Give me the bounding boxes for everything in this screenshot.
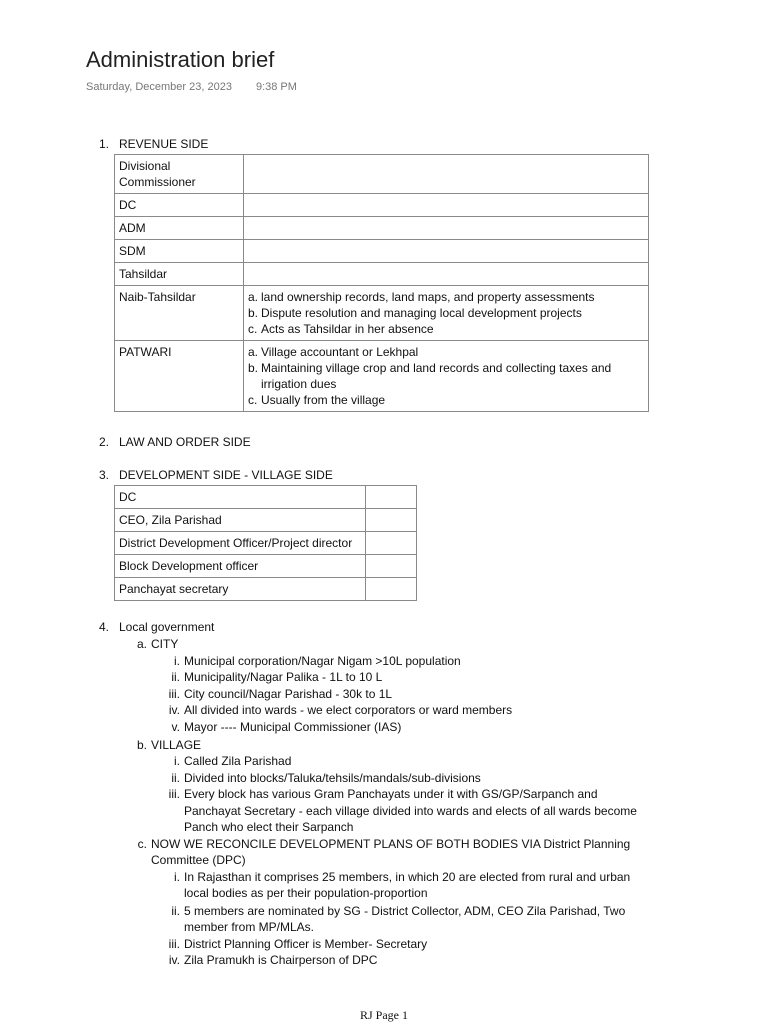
role-cell: SDM bbox=[115, 240, 244, 263]
page-meta bbox=[86, 81, 297, 93]
table-row bbox=[115, 532, 417, 555]
table-row bbox=[115, 341, 649, 412]
note-text: Maintaining village crop and land records and collecting taxes and irrigation dues bbox=[261, 361, 612, 391]
list-item bbox=[168, 702, 513, 719]
list-item-continuation: member from MP/MLAs. bbox=[184, 920, 315, 934]
list-item-continuation: local bodies as per their population-proportion bbox=[184, 886, 428, 900]
list-marker: a. bbox=[248, 345, 259, 359]
table-row bbox=[115, 217, 649, 240]
role-cell: DC bbox=[115, 194, 244, 217]
section-label: LAW AND ORDER SIDE bbox=[119, 435, 251, 449]
list-marker: i. bbox=[174, 654, 180, 668]
role-cell: ADM bbox=[115, 217, 244, 240]
section-heading-development bbox=[99, 468, 333, 482]
list-text: District Planning Officer is Member- Secretary bbox=[184, 937, 428, 951]
list-item bbox=[171, 770, 481, 787]
list-item bbox=[171, 903, 626, 920]
list-item bbox=[136, 636, 179, 653]
notes-cell bbox=[244, 286, 649, 341]
notes-cell bbox=[244, 217, 649, 240]
list-item-continuation: Panch who elect their Sarpanch bbox=[184, 820, 354, 834]
role-cell: Block Development officer bbox=[115, 555, 366, 578]
list-text: Called Zila Parishad bbox=[184, 754, 292, 768]
role-cell: Naib-Tahsildar bbox=[115, 286, 244, 341]
list-text: In Rajasthan it comprises 25 members, in which 20 are elected from rural and urban bbox=[184, 870, 631, 884]
list-item bbox=[248, 321, 644, 337]
role-cell: District Development Officer/Project director bbox=[115, 532, 366, 555]
section-heading-revenue bbox=[99, 137, 208, 151]
list-marker: iv. bbox=[168, 703, 180, 717]
list-item bbox=[168, 786, 598, 803]
list-marker: a. bbox=[136, 637, 147, 651]
note-text: Usually from the village bbox=[261, 393, 386, 407]
page-date: Saturday, December 23, 2023 bbox=[86, 81, 232, 93]
table-row bbox=[115, 240, 649, 263]
list-item bbox=[168, 936, 428, 953]
page-time: 9:38 PM bbox=[255, 81, 297, 93]
list-marker: b. bbox=[248, 361, 259, 375]
note-text: Village accountant or Lekhpal bbox=[261, 345, 419, 359]
page-title: Administration brief bbox=[86, 47, 275, 72]
list-text: Every block has various Gram Panchayats under it with GS/GP/Sarpanch and bbox=[184, 787, 598, 801]
list-item bbox=[248, 344, 644, 360]
table-row bbox=[115, 578, 417, 601]
list-text: 5 members are nominated by SG - District Collector, ADM, CEO Zila Parishad, Two bbox=[184, 904, 626, 918]
table-row bbox=[115, 194, 649, 217]
list-label: CITY bbox=[151, 637, 179, 651]
list-text: All divided into wards - we elect corporators or ward members bbox=[184, 703, 513, 717]
role-cell: Tahsildar bbox=[115, 263, 244, 286]
notes-list bbox=[248, 344, 644, 408]
table-row bbox=[115, 286, 649, 341]
list-item bbox=[248, 305, 644, 321]
empty-cell bbox=[366, 578, 417, 601]
list-item bbox=[248, 289, 644, 305]
list-marker: ii. bbox=[171, 771, 180, 785]
notes-cell bbox=[244, 240, 649, 263]
list-item bbox=[174, 753, 292, 770]
role-cell: CEO, Zila Parishad bbox=[115, 509, 366, 532]
table-row bbox=[115, 155, 649, 194]
list-label: NOW WE RECONCILE DEVELOPMENT PLANS OF BOTH BODIES VIA District Planning bbox=[151, 837, 631, 851]
role-cell: Panchayat secretary bbox=[115, 578, 366, 601]
list-text: Municipal corporation/Nagar Nigam >10L population bbox=[184, 654, 461, 668]
table-row bbox=[115, 486, 417, 509]
list-marker: c. bbox=[248, 393, 258, 407]
table-row bbox=[115, 555, 417, 578]
note-text: land ownership records, land maps, and property assessments bbox=[261, 290, 595, 304]
list-marker: i. bbox=[174, 754, 180, 768]
list-item bbox=[137, 836, 631, 853]
note-text: Acts as Tahsildar in her absence bbox=[261, 322, 434, 336]
empty-cell bbox=[366, 486, 417, 509]
list-marker: ii. bbox=[171, 670, 180, 684]
development-table bbox=[114, 485, 417, 601]
list-marker: b. bbox=[248, 306, 259, 320]
role-cell: DC bbox=[115, 486, 366, 509]
note-text: Dispute resolution and managing local development projects bbox=[261, 306, 582, 320]
notes-cell bbox=[244, 194, 649, 217]
notes-list bbox=[248, 289, 644, 337]
table-row bbox=[115, 509, 417, 532]
list-item bbox=[168, 952, 378, 969]
list-text: Municipality/Nagar Palika - 1L to 10 L bbox=[184, 670, 383, 684]
section-number: 2. bbox=[99, 435, 110, 449]
section-heading-local-government bbox=[99, 620, 214, 634]
list-text: City council/Nagar Parishad - 30k to 1L bbox=[184, 687, 393, 701]
list-item bbox=[174, 869, 631, 886]
section-label: REVENUE SIDE bbox=[119, 137, 209, 151]
section-label: Local government bbox=[119, 620, 215, 634]
list-marker: c. bbox=[137, 837, 147, 851]
empty-cell bbox=[366, 555, 417, 578]
list-marker: a. bbox=[248, 290, 259, 304]
list-text: Divided into blocks/Taluka/tehsils/mandals/sub-divisions bbox=[184, 771, 481, 785]
list-item bbox=[168, 686, 393, 703]
list-marker: ii. bbox=[171, 904, 180, 918]
section-label: DEVELOPMENT SIDE - VILLAGE SIDE bbox=[119, 468, 333, 482]
list-item bbox=[248, 392, 644, 408]
section-number: 1. bbox=[99, 137, 110, 151]
page-footer: RJ Page 1 bbox=[360, 1008, 408, 1022]
list-marker: v. bbox=[171, 720, 180, 734]
list-item-continuation: Panchayat Secretary - each village divided into wards and elects of all wards become bbox=[184, 804, 637, 818]
list-text: Zila Pramukh is Chairperson of DPC bbox=[184, 953, 378, 967]
empty-cell bbox=[366, 509, 417, 532]
list-marker: i. bbox=[174, 870, 180, 884]
empty-cell bbox=[366, 532, 417, 555]
notes-cell bbox=[244, 341, 649, 412]
role-cell: PATWARI bbox=[115, 341, 244, 412]
role-cell: Divisional Commissioner bbox=[115, 155, 244, 194]
list-marker: b. bbox=[136, 738, 147, 752]
list-marker: iii. bbox=[168, 787, 180, 801]
list-item bbox=[171, 719, 402, 736]
section-number: 3. bbox=[99, 468, 110, 482]
notes-cell bbox=[244, 155, 649, 194]
list-text: Mayor ---- Municipal Commissioner (IAS) bbox=[184, 720, 402, 734]
list-item-continuation: Committee (DPC) bbox=[151, 853, 246, 867]
list-marker: c. bbox=[248, 322, 258, 336]
list-marker: iv. bbox=[168, 953, 180, 967]
list-marker: iii. bbox=[168, 937, 180, 951]
notes-cell bbox=[244, 263, 649, 286]
revenue-table bbox=[114, 154, 649, 412]
list-item bbox=[136, 737, 202, 754]
list-marker: iii. bbox=[168, 687, 180, 701]
list-label: VILLAGE bbox=[151, 738, 202, 752]
section-number: 4. bbox=[99, 620, 110, 634]
list-item bbox=[248, 360, 644, 392]
section-heading-law-order bbox=[99, 435, 251, 449]
list-item bbox=[171, 669, 383, 686]
table-row bbox=[115, 263, 649, 286]
list-item bbox=[174, 653, 461, 670]
